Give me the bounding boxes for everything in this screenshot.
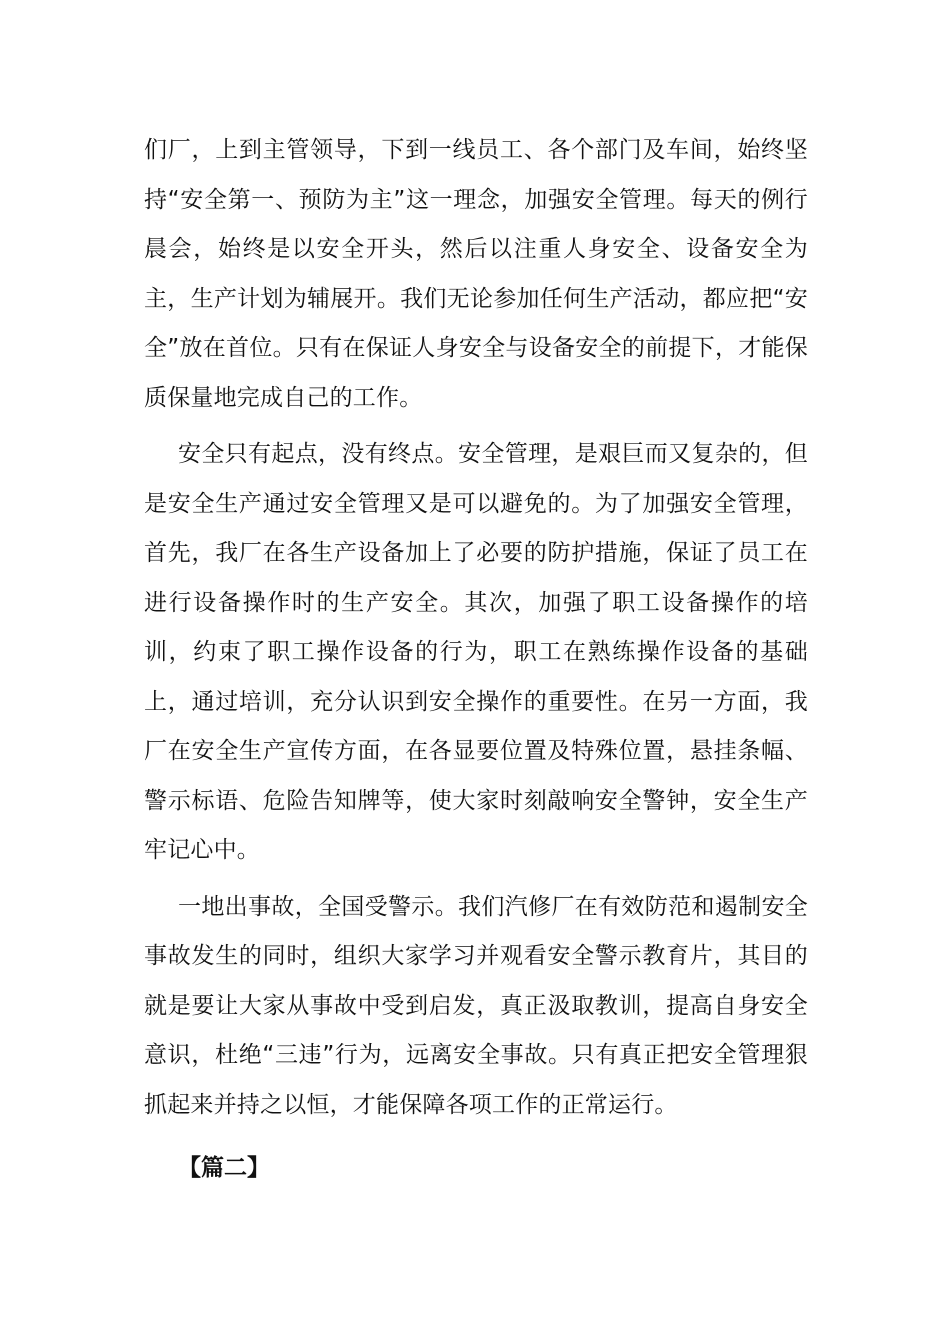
paragraph-3: 一地出事故，全国受警示。我们汽修厂在有效防范和遏制安全事故发生的同时，组织大家学习并观看安全警示教育片，其目的就是要让大家从事故中受到启发，真正汲取教训，提高自身安全意识，杜绝“三违”行为，远离安全事故。只有真正把安全管理狠抓起来并持之以恒，才能保障各项工作的正常运行。: [144, 893, 808, 1118]
paragraph-gap: [144, 1137, 808, 1144]
paragraph-gap: [144, 423, 808, 430]
paragraph-gap: [144, 1130, 808, 1137]
section-heading: 【篇二】: [178, 1155, 270, 1181]
paragraph-1: 们厂，上到主管领导，下到一线员工、各个部门及车间，始终坚持“安全第一、预防为主”这一理念，加强安全管理。每天的例行晨会，始终是以安全开头，然后以注重人身安全、设备安全为主，生产计划为辅展开。我们无论参加任何生产活动，都应把“安全”放在首位。只有在保证人身安全与设备安全的前提下，才能保质保量地完成自己的工作。: [144, 137, 808, 411]
paragraph-gap: [144, 876, 808, 883]
paragraph-2: 安全只有起点，没有终点。安全管理，是艰巨而又复杂的，但是安全生产通过安全管理又是可以避免的。为了加强安全管理，首先，我厂在各生产设备加上了必要的防护措施，保证了员工在进行设备操作时的生产安全。其次，加强了职工设备操作的培训，约束了职工操作设备的行为，职工在熟练操作设备的基础上，通过培训，充分认识到安全操作的重要性。在另一方面，我厂在安全生产宣传方面，在各显要位置及特殊位置，悬挂条幅、警示标语、危险告知牌等，使大家时刻敲响安全警钟，安全生产牢记心中。: [144, 441, 808, 863]
document-page: [144, 126, 808, 1194]
